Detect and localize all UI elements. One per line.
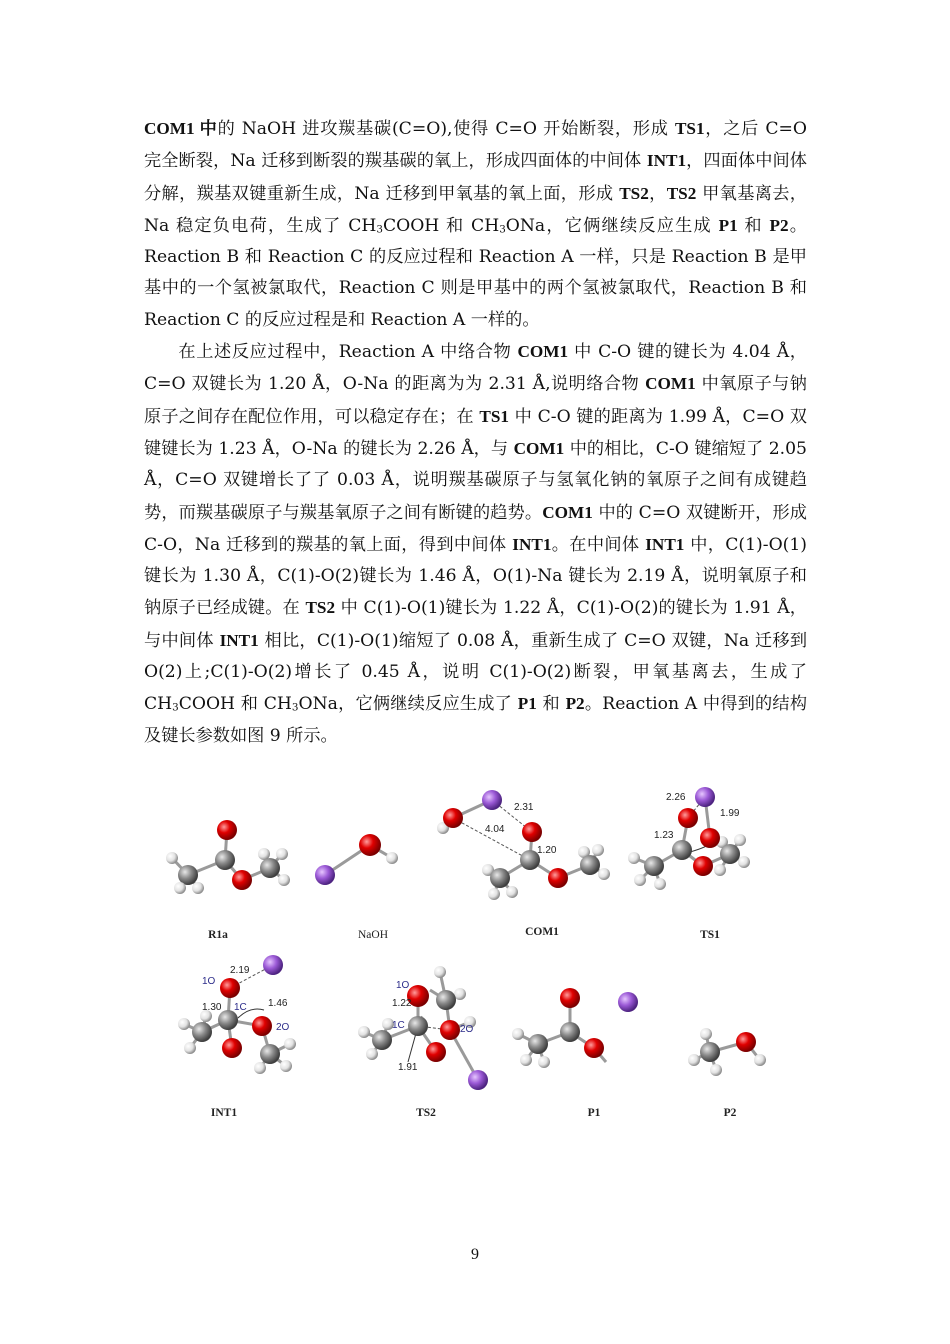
molecule-p1 (512, 988, 638, 1068)
label-ts1: TS1 (700, 929, 720, 941)
ts2-dist-c1o2: 1.91 (398, 1062, 418, 1073)
molecule-ts1 (628, 787, 750, 890)
ts1-dist-c-o: 1.99 (720, 808, 740, 819)
com1-dist-na-o: 2.31 (514, 802, 534, 813)
ts2-dist-c1o1: 1.22 (392, 998, 412, 1009)
page-number: 9 (471, 1246, 479, 1263)
molecule-int1 (178, 955, 296, 1074)
ts2-atom-o2: 2O (460, 1024, 474, 1035)
label-p2: P2 (723, 1107, 737, 1119)
ts1-dist-na-o: 2.26 (666, 792, 686, 803)
int1-dist-c1o1: 1.30 (202, 1002, 222, 1013)
int1-atom-o1: 1O (202, 976, 216, 987)
paragraph-2: 在上述反应过程中，Reaction A 中络合物 COM1 中 C-O 键的键长为 4.04 Å，C=O 双键长为 1.20 Å，O-Na 的距离为为 2.31 Å,说明络合物 COM1 中氧原子与钠原子之间存在配位作用，可以稳定存在；在 TS1 中 C-O 键的距离为 1.99 Å，C=O 双键键长为 1.23 Å，O-Na 的键长为 2.26 Å，与 COM1 中的相比，C-O 键缩短了 2.05 Å，C=O 双键增长了了 0.03 Å，说明羰基碳原子与氢氧化钠的氧原子之间有成键趋势，而羰基碳原子与羰基氧原子之间有断键的趋势。COM1 中的 C=O 双键断开，形成 C-O，Na 迁移到的羰基的氧上面，得到中间体 INT1。在中间体 INT1 中，C(1)-O(1)键长为 1.30 Å，C(1)-O(2)键长为 1.46 Å，O(1)-Na 键长为 2.19 Å，说明氧原子和钠原子已经成键。在 TS2 中 C(1)-O(1)键长为 1.22 Å，C(1)-O(2)的键长为 1.91 Å，与中间体 INT1 相比，C(1)-O(1)缩短了 0.08 Å，重新生成了 C=O 双键，Na 迁移到 O(2)上;C(1)-O(2)增长了 0.45 Å，说明 C(1)-O(2)断裂，甲氧基离去，生成了 $CH_3COOH$ 和 $CH_3ONa$，它俩继续反应生成了 P1 和 P2。Reaction A 中得到的结构及键长参数如图 9 所示。 (144, 342, 808, 746)
ts1-dist-co: 1.23 (654, 830, 674, 841)
int1-dist-c1o2: 1.46 (268, 998, 288, 1009)
molecule-p2 (688, 1028, 766, 1076)
figure-9-structures (160, 770, 800, 1130)
int1-atom-o2: 2O (276, 1022, 290, 1033)
int1-dist-na-o: 2.19 (230, 965, 250, 976)
label-p1: P1 (587, 1107, 601, 1119)
molecule-com1 (437, 790, 610, 900)
label-int1: INT1 (210, 1107, 238, 1119)
com1-dist-co: 1.20 (537, 845, 557, 856)
label-r1a: R1a (208, 929, 228, 941)
molecule-naoh (315, 834, 398, 885)
molecule-ts2 (358, 966, 488, 1090)
molecule-r1a (166, 820, 290, 894)
com1-dist-c-o: 4.04 (485, 824, 505, 835)
label-ts2: TS2 (416, 1107, 436, 1119)
body-text (144, 113, 807, 752)
ts2-atom-o1: 1O (396, 980, 410, 991)
paragraph-1: COM1 中的 NaOH 进攻羰基碳(C=O),使得 C=O 开始断裂，形成 TS1，之后 C=O 完全断裂，Na 迁移到断裂的羰基碳的氧上，形成四面体的中间体 INT1，四面体中间体分解，羰基双键重新生成，Na 迁移到甲氧基的氧上面，形成 TS2，TS2 甲氧基离去，Na 稳定负电荷，生成了 $CH_3COOH$ 和 $CH_3ONa$，它俩继续反应生成 P1 和 P2。Reaction B 和 Reaction C 的反应过程和 Reaction A 一样，只是 Reaction B 是甲基中的一个氢被氯取代，Reaction C 则是甲基中的两个氢被氯取代，Reaction B 和 Reaction C 的反应过程是和 Reaction A 一样的。 (144, 119, 807, 330)
ts2-atom-c1: 1C (392, 1020, 405, 1031)
molecule-figure-svg (160, 770, 800, 1130)
label-naoh: NaOH (357, 929, 389, 941)
label-com1: COM1 (525, 926, 559, 938)
int1-atom-c1: 1C (234, 1002, 247, 1013)
